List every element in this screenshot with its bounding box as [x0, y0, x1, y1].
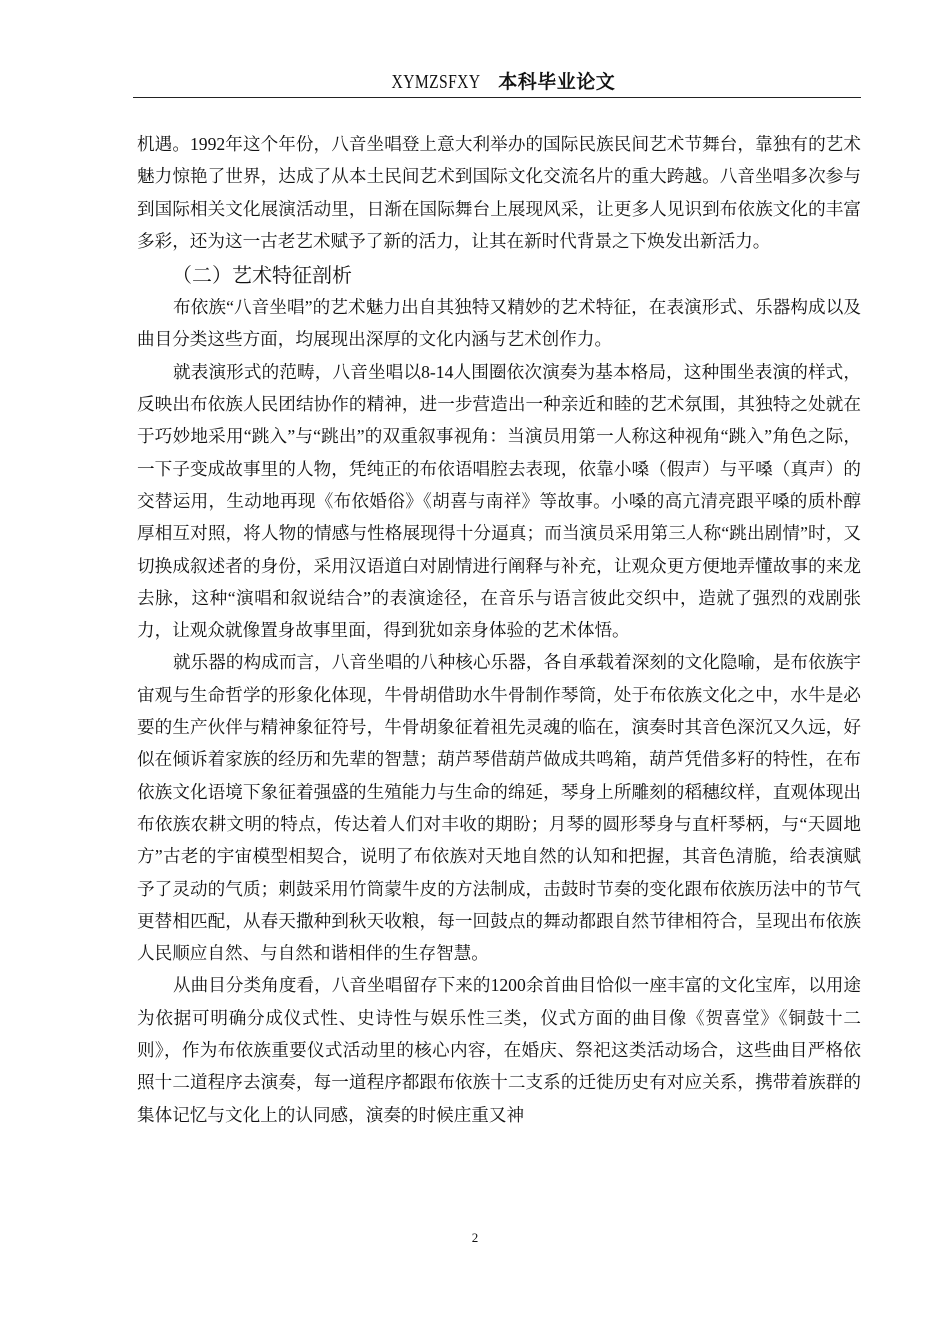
page-header — [133, 66, 861, 98]
paragraph-repertoire: 从曲目分类角度看，八音坐唱留存下来的1200余首曲目恰似一座丰富的文化宝库，以用途为依据可明确分成仪式性、史诗性与娱乐性三类，仪式方面的曲目像《贺喜堂》《铜鼓十二则》，作为布依族重要仪式活动里的核心内容，在婚庆、祭祀这类活动场合，这些曲目严格依照十二道程序去演奏，每一道程序都跟布依族十二支系的迁徙历史有对应关系，携带着族群的集体记忆与文化上的认同感，演奏的时候庄重又神 — [137, 975, 861, 1125]
paragraph-performance-form: 就表演形式的范畴，八音坐唱以8-14人围圈依次演奏为基本格局，这种围坐表演的样式，反映出布依族人民团结协作的精神，进一步营造出一种亲近和睦的艺术氛围，其独特之处就在于巧妙地采用“跳入”与“跳出”的双重叙事视角：当演员用第一人称这种视角“跳入”角色之际，一下子变成故事里的人物，凭纯正的布依语唱腔去表现，依靠小嗓（假声）与平嗓（真声）的交替运用，生动地再现《布依婚俗》《胡喜与南祥》等故事。小嗓的高亢清亮跟平嗓的质朴醇厚相互对照，将人物的情感与性格展现得十分逼真；而当演员采用第三人称“跳出剧情”时，又切换成叙述者的身份，采用汉语道白对剧情进行阐释与补充，让观众更方便地弄懂故事的来龙去脉，这种“演唱和叙说结合”的表演途径，在音乐与语言彼此交织中，造就了强烈的戏剧张力，让观众就像置身故事里面，得到犹如亲身体验的艺术体悟。 — [137, 361, 861, 641]
paragraph-instruments: 就乐器的构成而言，八音坐唱的八种核心乐器，各自承载着深刻的文化隐喻，是布依族宇宙观与生命哲学的形象化体现，牛骨胡借助水牛骨制作琴筒，处于布依族文化之中，水牛是必要的生产伙伴与精神象征符号，牛骨胡象征着祖先灵魂的临在，演奏时其音色深沉又久远，好似在倾诉着家族的经历和先辈的智慧；葫芦琴借葫芦做成共鸣箱，葫芦凭借多籽的特性，在布依族文化语境下象征着强盛的生殖能力与生命的绵延，琴身上所雕刻的稻穗纹样，直观体现出布依族农耕文明的特点，传达着人们对丰收的期盼；月琴的圆形琴身与直杆琴柄，与“天圆地方”古老的宇宙模型相契合，说明了布依族对天地自然的认知和把握，其音色清脆，给表演赋予了灵动的气质；刺鼓采用竹筒蒙牛皮的方法制成，击鼓时节奏的变化跟布依族历法中的节气更替相匹配，从春天撒种到秋天收粮，每一回鼓点的舞动都跟自然节律相符合，呈现出布依族人民顺应自然、与自然和谐相伴的生存智慧。 — [137, 652, 861, 964]
section-heading: （二）艺术特征剖析 — [172, 263, 352, 288]
paragraph-intro: 布依族“八音坐唱”的艺术魅力出自其独特又精妙的艺术特征，在表演形式、乐器构成以及曲目分类这些方面，均展现出深厚的文化内涵与艺术创作力。 — [137, 297, 861, 350]
paragraph-continued: 机遇。1992年这个年份，八音坐唱登上意大利举办的国际民族民间艺术节舞台，靠独有的艺术魅力惊艳了世界，达成了从本土民间艺术到国际文化交流名片的重大跨越。八音坐唱多次参与到国际相关文化展演活动里，日渐在国际舞台上展现风采，让更多人见识到布依族文化的丰富多彩，还为这一古老艺术赋予了新的活力，让其在新时代背景之下焕发出新活力。 — [137, 134, 861, 251]
header-school-code: XYMZSFXY — [391, 71, 481, 93]
page-number: 2 — [471, 1230, 479, 1245]
header-thesis-label: 本科毕业论文 — [498, 71, 616, 93]
header-title — [379, 71, 616, 93]
document-body — [137, 128, 861, 1131]
header-divider — [133, 97, 861, 98]
